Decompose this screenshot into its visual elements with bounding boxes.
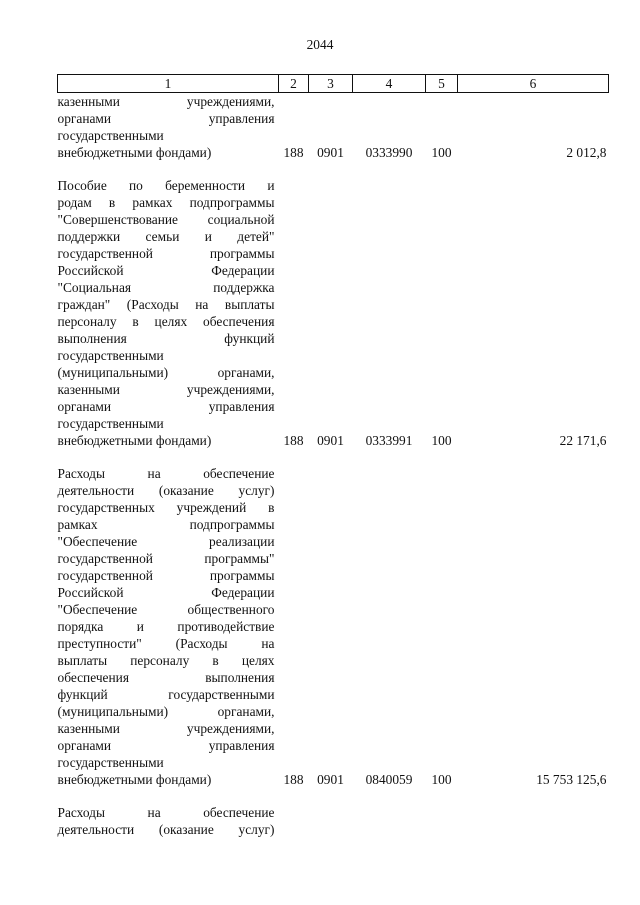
column-header-6: 6 [458, 75, 609, 93]
description-line: порядка и противодействие [57, 619, 275, 634]
description-line: "Совершенствование социальной [57, 212, 275, 227]
description-line: родам в рамках подпрограммы [57, 195, 275, 210]
description-line: "Социальная поддержка [57, 280, 275, 295]
description-line: органами управления [57, 738, 275, 753]
description-line: Российской Федерации [57, 585, 275, 600]
description-line: государственной программы [57, 568, 275, 583]
expense-type-code: 100 [431, 772, 452, 787]
amount-value: 15 753 125,6 [536, 772, 607, 787]
target-article-code: 0840059 [365, 772, 413, 787]
row-gap [58, 449, 609, 465]
table-row [58, 93, 609, 162]
description-line: обеспечения выполнения [57, 670, 275, 685]
row-description [58, 804, 279, 838]
target-article-code: 0333991 [365, 433, 413, 448]
description-line: граждан" (Расходы на выплаты [57, 297, 275, 312]
table-header-row [58, 75, 609, 93]
amount-value [458, 804, 609, 838]
description-line: внебюджетными фондами) [57, 772, 212, 787]
section-code: 0901 [317, 772, 344, 787]
description-line: государственной программы" [57, 551, 275, 566]
description-line: выплаты персоналу в целях [57, 653, 275, 668]
amount-value: 2 012,8 [566, 145, 607, 160]
budget-table [57, 74, 609, 838]
row-description [58, 93, 279, 162]
page-number: 2044 [306, 37, 334, 52]
description-line: преступности" (Расходы на [57, 636, 275, 651]
column-header-5: 5 [426, 75, 458, 93]
ministry-code: 188 [283, 772, 304, 787]
description-line: рамках подпрограммы [57, 517, 275, 532]
description-line: Пособие по беременности и [57, 178, 275, 193]
description-line: выполнения функций [57, 331, 275, 346]
table-row [58, 804, 609, 838]
row-description [58, 465, 279, 788]
target-article-code [353, 804, 426, 838]
description-line: государственными [57, 416, 164, 431]
amount-value: 22 171,6 [559, 433, 607, 448]
description-line: деятельности (оказание услуг) [57, 483, 275, 498]
description-line: персоналу в целях обеспечения [57, 314, 275, 329]
description-line: государственной программы [57, 246, 275, 261]
column-header-1: 1 [58, 75, 279, 93]
description-line: "Обеспечение реализации [57, 534, 275, 549]
description-line: функций государственными [57, 687, 275, 702]
description-line: внебюджетными фондами) [57, 145, 212, 160]
description-line: государственных учреждений в [57, 500, 275, 515]
section-code: 0901 [317, 145, 344, 160]
description-line: Расходы на обеспечение [57, 805, 275, 820]
description-line: органами управления [57, 399, 275, 414]
column-header-2: 2 [279, 75, 309, 93]
section-code: 0901 [317, 433, 344, 448]
ministry-code: 188 [283, 145, 304, 160]
description-line: (муниципальными) органами, [57, 365, 275, 380]
description-line: государственными [57, 755, 164, 770]
ministry-code [279, 804, 309, 838]
column-header-3: 3 [309, 75, 353, 93]
description-line: внебюджетными фондами) [57, 433, 212, 448]
row-description [58, 177, 279, 449]
description-line: (муниципальными) органами, [57, 704, 275, 719]
description-line: органами управления [57, 111, 275, 126]
description-line: казенными учреждениями, [57, 382, 275, 397]
description-line: деятельности (оказание услуг) [57, 822, 275, 837]
description-line: Российской Федерации [57, 263, 275, 278]
row-gap [58, 788, 609, 804]
description-line: государственными [57, 128, 164, 143]
expense-type-code [426, 804, 458, 838]
section-code [309, 804, 353, 838]
description-line: казенными учреждениями, [57, 721, 275, 736]
target-article-code: 0333990 [365, 145, 413, 160]
table-row [58, 177, 609, 449]
description-line: казенными учреждениями, [57, 94, 275, 109]
description-line: государственными [57, 348, 164, 363]
column-header-4: 4 [353, 75, 426, 93]
expense-type-code: 100 [431, 433, 452, 448]
description-line: "Обеспечение общественного [57, 602, 275, 617]
description-line: поддержки семьи и детей" [57, 229, 275, 244]
expense-type-code: 100 [431, 145, 452, 160]
table-row [58, 465, 609, 788]
ministry-code: 188 [283, 433, 304, 448]
row-gap [58, 161, 609, 177]
description-line: Расходы на обеспечение [57, 466, 275, 481]
